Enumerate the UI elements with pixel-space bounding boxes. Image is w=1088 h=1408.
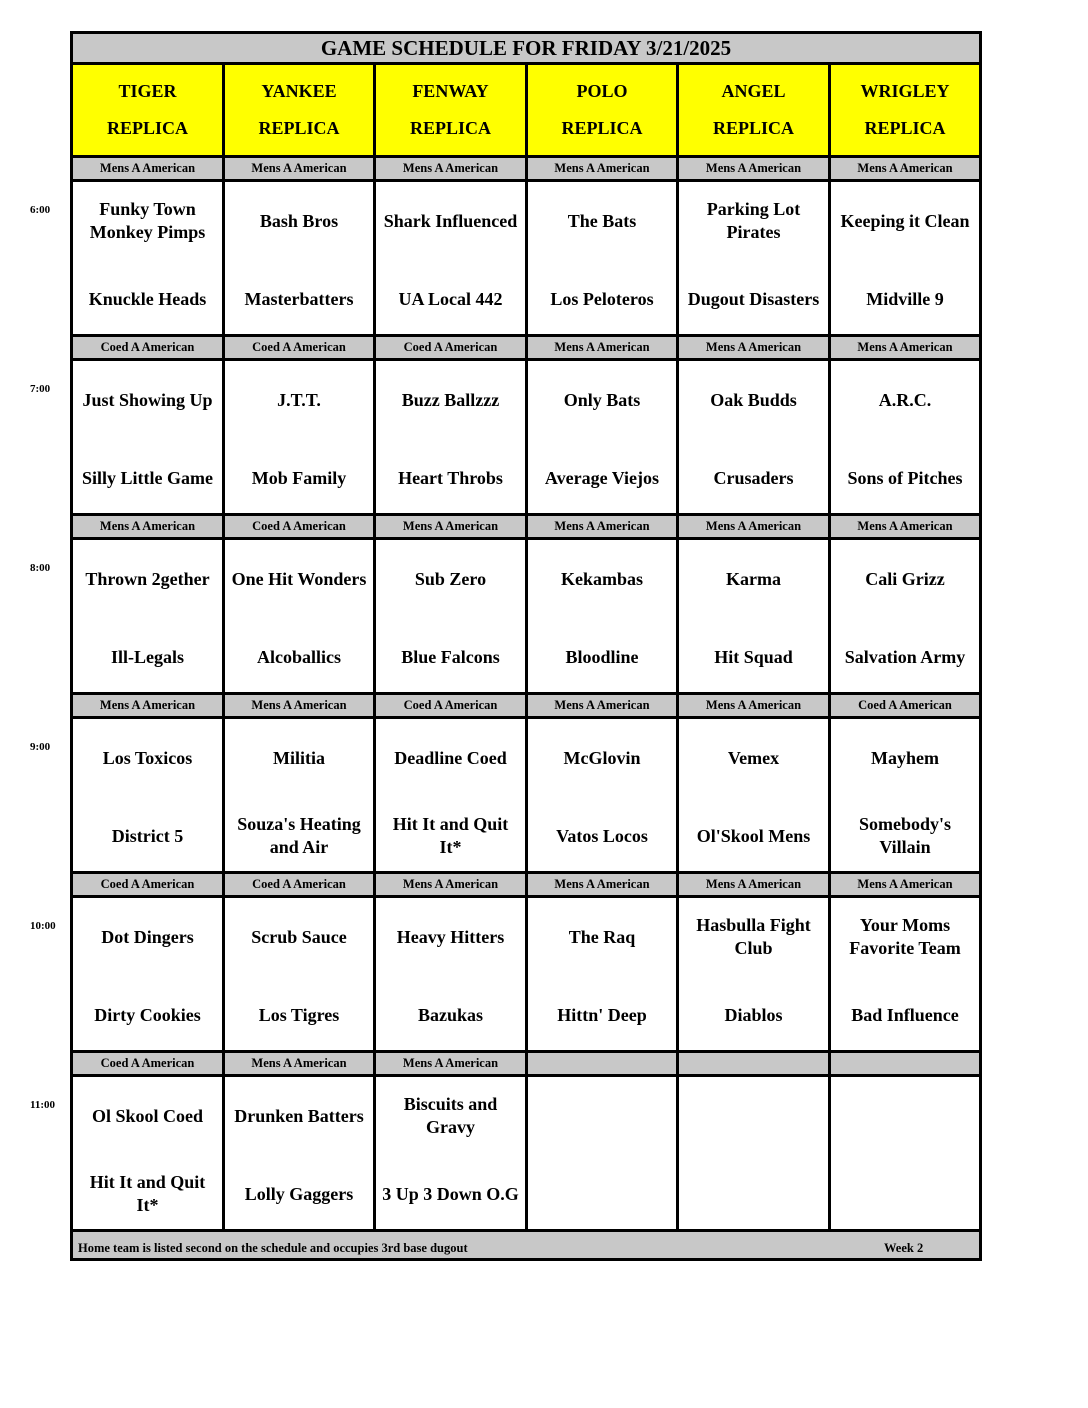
game-cell (528, 1077, 676, 1229)
game-cell (831, 719, 979, 871)
game-cell (376, 898, 525, 1050)
away-team: Deadline Coed (394, 747, 507, 768)
division-label: Mens A American (73, 158, 222, 179)
game-cell (831, 540, 979, 692)
home-team: Hit It and Quit It* (392, 814, 509, 857)
home-team: UA Local 442 (398, 288, 503, 309)
home-team (679, 1155, 828, 1233)
table-border-top (70, 31, 982, 34)
game-cell (679, 540, 828, 692)
game-cell (376, 361, 525, 513)
page-title: GAME SCHEDULE FOR FRIDAY 3/21/2025 (73, 34, 979, 62)
division-label: Coed A American (225, 874, 373, 895)
away-team: McGlovin (563, 747, 641, 768)
home-team: Vatos Locos (556, 825, 648, 846)
game-cell (376, 1077, 525, 1229)
home-team: Blue Falcons (401, 646, 500, 667)
time-label: 6:00 (30, 204, 51, 216)
division-label (528, 1053, 676, 1074)
field-sub: REPLICA (864, 118, 946, 138)
time-label: 11:00 (30, 1099, 56, 1111)
away-team: A.R.C. (878, 389, 932, 410)
away-team (831, 1077, 979, 1155)
time-label: 10:00 (30, 920, 56, 932)
away-team: Kekambas (560, 568, 643, 589)
division-label: Mens A American (831, 874, 979, 895)
division-label: Coed A American (376, 337, 525, 358)
division-label: Mens A American (831, 158, 979, 179)
home-team: Diablos (724, 1004, 783, 1025)
division-label (679, 1053, 828, 1074)
game-cell (679, 1077, 828, 1229)
division-label: Coed A American (73, 337, 222, 358)
game-cell (679, 182, 828, 334)
division-label: Mens A American (376, 1053, 525, 1074)
game-cell (831, 182, 979, 334)
game-cell (73, 719, 222, 871)
home-team: Bazukas (417, 1004, 484, 1025)
division-label: Mens A American (528, 695, 676, 716)
home-team: Bad Influence (851, 1004, 959, 1025)
home-team: Hit It and Quit It* (89, 1172, 206, 1215)
division-label: Mens A American (679, 516, 828, 537)
division-label: Mens A American (73, 516, 222, 537)
home-team: Sons of Pitches (847, 467, 963, 488)
away-team: Cali Grizz (865, 568, 945, 589)
home-team: Dirty Cookies (94, 1004, 201, 1025)
time-label: 7:00 (30, 383, 51, 395)
field-name: ANGEL (721, 81, 786, 101)
field-sub: REPLICA (561, 118, 643, 138)
division-label: Mens A American (679, 337, 828, 358)
division-label: Mens A American (225, 158, 373, 179)
home-team: Souza's Heating and Air (237, 814, 361, 857)
division-label: Mens A American (225, 1053, 373, 1074)
away-team: Scrub Sauce (251, 926, 347, 947)
field-header-fenway (376, 65, 525, 155)
away-team: Biscuits and Gravy (403, 1094, 498, 1137)
away-team: The Raq (568, 926, 636, 947)
home-team: Ill-Legals (110, 646, 184, 667)
home-team: Bloodline (565, 646, 639, 667)
away-team: Hasbulla Fight Club (696, 915, 811, 958)
home-team (831, 1155, 979, 1233)
division-label: Mens A American (679, 874, 828, 895)
game-cell (376, 540, 525, 692)
game-cell (73, 540, 222, 692)
field-name: WRIGLEY (860, 81, 950, 101)
division-label: Mens A American (831, 337, 979, 358)
field-sub: REPLICA (106, 118, 188, 138)
division-label: Mens A American (528, 158, 676, 179)
home-team: Silly Little Game (82, 467, 213, 488)
game-cell (225, 1077, 373, 1229)
away-team: Just Showing Up (82, 389, 213, 410)
home-team: Masterbatters (244, 288, 354, 309)
division-label: Mens A American (679, 158, 828, 179)
game-cell (225, 182, 373, 334)
away-team: The Bats (567, 210, 637, 231)
away-team: Vemex (727, 747, 780, 768)
grid-line (222, 62, 225, 1232)
game-cell (679, 898, 828, 1050)
away-team: Drunken Batters (234, 1105, 364, 1126)
game-cell (528, 540, 676, 692)
away-team: Mayhem (871, 747, 939, 768)
grid-line (676, 62, 679, 1232)
away-team (679, 1077, 828, 1155)
home-team: Lolly Gaggers (244, 1183, 354, 1204)
field-header-polo (528, 65, 676, 155)
away-team: Sub Zero (414, 568, 487, 589)
home-team: District 5 (111, 825, 184, 846)
home-team: Midville 9 (866, 288, 944, 309)
home-team: Hittn' Deep (557, 1004, 647, 1025)
home-team: Knuckle Heads (88, 288, 207, 309)
field-name: YANKEE (261, 81, 337, 101)
away-team: Dot Dingers (101, 926, 194, 947)
away-team (528, 1077, 676, 1155)
game-cell (73, 1077, 222, 1229)
field-header-angel (679, 65, 828, 155)
away-team: Thrown 2gether (85, 568, 210, 589)
game-cell (831, 361, 979, 513)
home-team: Heart Throbs (398, 467, 503, 488)
game-cell (225, 719, 373, 871)
game-cell (73, 361, 222, 513)
away-team: Karma (726, 568, 781, 589)
division-label (831, 1053, 979, 1074)
division-label: Mens A American (73, 695, 222, 716)
table-border-left (70, 31, 73, 1261)
game-cell (831, 898, 979, 1050)
home-team: Ol'Skool Mens (696, 825, 811, 846)
game-cell (679, 361, 828, 513)
field-name: POLO (576, 81, 628, 101)
field-sub: REPLICA (712, 118, 794, 138)
division-label: Mens A American (528, 516, 676, 537)
field-header-tiger (73, 65, 222, 155)
division-label: Mens A American (528, 874, 676, 895)
grid-line (828, 62, 831, 1232)
away-team: Oak Budds (710, 389, 797, 410)
game-cell (73, 898, 222, 1050)
field-name: FENWAY (412, 81, 489, 101)
away-team: Only Bats (563, 389, 641, 410)
division-label: Mens A American (376, 874, 525, 895)
division-label: Coed A American (225, 516, 373, 537)
away-team: Parking Lot Pirates (706, 199, 801, 242)
field-sub: REPLICA (258, 118, 340, 138)
division-label: Mens A American (376, 158, 525, 179)
game-cell (225, 540, 373, 692)
game-cell (376, 182, 525, 334)
home-team: Dugout Disasters (687, 288, 820, 309)
away-team: Los Toxicos (102, 747, 193, 768)
away-team: Militia (273, 747, 325, 768)
grid-line (525, 62, 528, 1232)
table-border-bottom (70, 1258, 982, 1261)
home-team: Crusaders (713, 467, 794, 488)
home-team: Hit Squad (714, 646, 793, 667)
home-team: Average Viejos (544, 467, 660, 488)
home-team: Mob Family (251, 467, 347, 488)
away-team: One Hit Wonders (231, 568, 367, 589)
home-team: Somebody's Villain (858, 814, 952, 857)
division-label: Mens A American (679, 695, 828, 716)
game-cell (528, 719, 676, 871)
home-team: Alcoballics (257, 646, 341, 667)
grid-line (373, 62, 376, 1232)
away-team: Buzz Ballzzz (401, 389, 500, 410)
away-team: Bash Bros (259, 210, 339, 231)
week-label: Week 2 (884, 1241, 924, 1255)
home-team: Salvation Army (844, 646, 966, 667)
home-team: Los Tigres (258, 1004, 340, 1025)
division-label: Coed A American (225, 337, 373, 358)
footer-note: Home team is listed second on the schedule and occupies 3rd base dugout (78, 1241, 468, 1255)
time-label: 8:00 (30, 562, 51, 574)
away-team: Ol Skool Coed (91, 1105, 204, 1126)
division-label: Coed A American (831, 695, 979, 716)
game-cell (376, 719, 525, 871)
home-team (528, 1155, 676, 1233)
table-border-right (979, 31, 982, 1261)
away-team: Heavy Hitters (396, 926, 505, 947)
home-team: Los Peloteros (550, 288, 654, 309)
division-label: Coed A American (73, 1053, 222, 1074)
game-cell (225, 361, 373, 513)
away-team: Your Moms Favorite Team (849, 915, 961, 958)
away-team: Shark Influenced (383, 210, 518, 231)
away-team: J.T.T. (277, 389, 321, 410)
game-cell (225, 898, 373, 1050)
field-header-yankee (225, 65, 373, 155)
game-cell (528, 182, 676, 334)
game-cell (73, 182, 222, 334)
division-label: Coed A American (376, 695, 525, 716)
game-cell (679, 719, 828, 871)
away-team: Keeping it Clean (840, 210, 970, 231)
field-header-wrigley (831, 65, 979, 155)
game-cell (528, 361, 676, 513)
away-team: Funky Town Monkey Pimps (89, 199, 206, 242)
division-label: Coed A American (73, 874, 222, 895)
division-label: Mens A American (225, 695, 373, 716)
division-label: Mens A American (831, 516, 979, 537)
game-cell (528, 898, 676, 1050)
division-label: Mens A American (528, 337, 676, 358)
schedule-table (70, 31, 981, 1261)
time-label: 9:00 (30, 741, 51, 753)
home-team: 3 Up 3 Down O.G (382, 1183, 519, 1204)
field-sub: REPLICA (409, 118, 491, 138)
footer-bar (73, 1232, 979, 1258)
field-name: TIGER (118, 81, 177, 101)
game-cell (831, 1077, 979, 1229)
division-label: Mens A American (376, 516, 525, 537)
